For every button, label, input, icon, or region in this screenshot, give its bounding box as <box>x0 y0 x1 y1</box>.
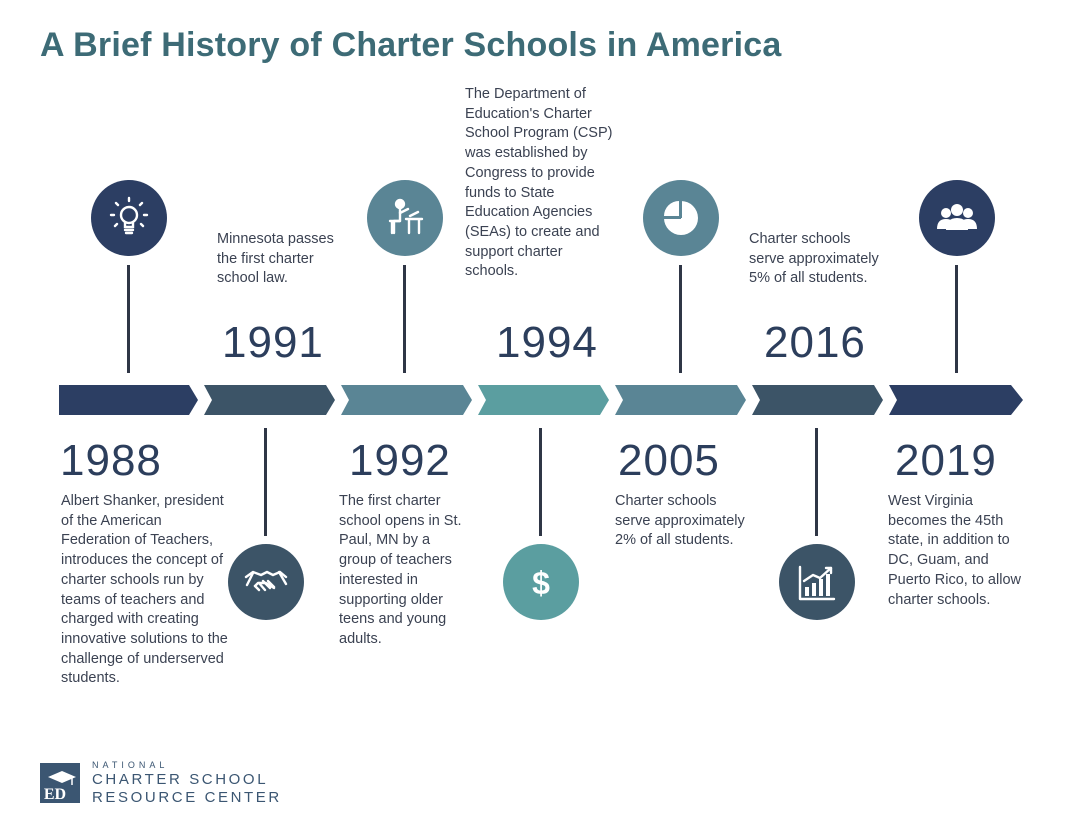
year-1994: 1994 <box>496 318 598 367</box>
description-2016: Charter schools serve approximately 5% of all students. <box>749 231 879 287</box>
connector-1992 <box>403 265 406 373</box>
logo-line-charter-school: CHARTER SCHOOL <box>92 771 269 788</box>
timeline-segment-2019 <box>889 385 1023 415</box>
timeline-segment-1994 <box>478 385 609 415</box>
pie-chart-icon <box>643 180 719 256</box>
description-1994: The Department of Education's Charter School Program (CSP) was established by Congress to provide funds to State Education Agencies (SEAs) to create and support charter schools. <box>465 86 613 280</box>
page-title: A Brief History of Charter Schools in America <box>40 26 782 64</box>
timeline-bar <box>0 380 1080 420</box>
description-2019: West Virginia becomes the 45th state, in addition to DC, Guam, and Puerto Rico, to allow charter schools. <box>888 493 1021 608</box>
bar-chart-icon <box>779 544 855 620</box>
connector-2016 <box>815 428 818 536</box>
year-1992: 1992 <box>349 436 451 485</box>
year-2019: 2019 <box>895 436 997 485</box>
connector-2005 <box>679 265 682 373</box>
year-2016: 2016 <box>764 318 866 367</box>
timeline-segment-2005 <box>615 385 746 415</box>
description-1988: Albert Shanker, president of the American Federation of Teachers, introduces the concept of charter schools run by teams of teachers and charged with creating innovative solutions to the challenge of underserved students. <box>61 493 228 687</box>
ncsrc-logo-icon <box>40 763 80 803</box>
svg-text:$: $ <box>532 565 550 601</box>
description-1991: Minnesota passes the first charter school law. <box>217 231 334 287</box>
people-icon <box>919 180 995 256</box>
timeline-segment-1988 <box>59 385 198 415</box>
dollar-icon <box>503 544 579 620</box>
lightbulb-icon <box>91 180 167 256</box>
year-1991: 1991 <box>222 318 324 367</box>
timeline-segment-1992 <box>341 385 472 415</box>
description-1992: The first charter school opens in St. Paul, MN by a group of teachers interested in supporting older teens and young adults. <box>339 493 462 647</box>
logo-line-resource-center: RESOURCE CENTER <box>92 789 282 806</box>
connector-2019 <box>955 265 958 373</box>
description-2005: Charter schools serve approximately 2% of all students. <box>615 493 745 549</box>
handshake-icon <box>228 544 304 620</box>
logo-line-national: NATIONAL <box>92 760 169 770</box>
year-2005: 2005 <box>618 436 720 485</box>
connector-1991 <box>264 428 267 536</box>
connector-1988 <box>127 265 130 373</box>
timeline-segment-2016 <box>752 385 883 415</box>
timeline-segment-1991 <box>204 385 335 415</box>
year-1988: 1988 <box>60 436 162 485</box>
logo-mark-text: ED <box>43 786 67 803</box>
connector-1994 <box>539 428 542 536</box>
student-desk-icon <box>367 180 443 256</box>
